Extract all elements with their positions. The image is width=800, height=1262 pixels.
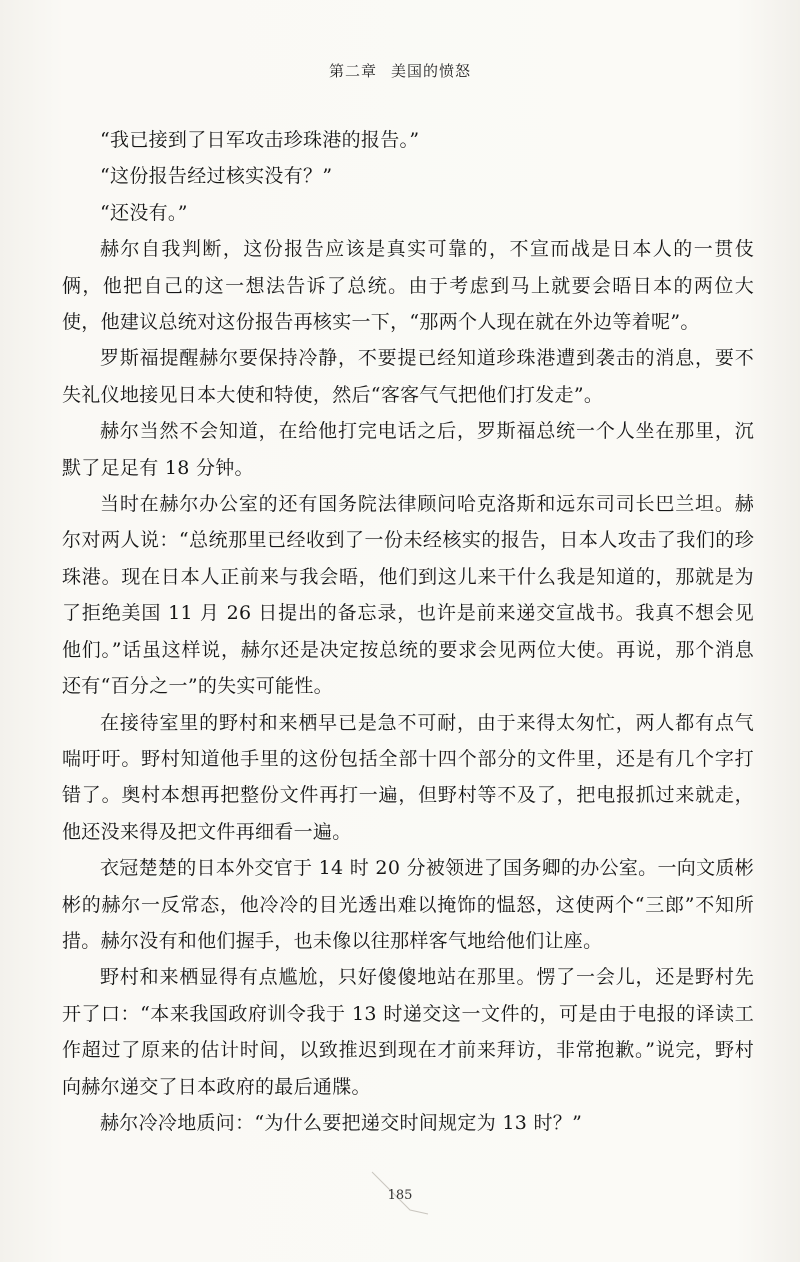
running-head [0,60,800,81]
body-text [62,122,754,1141]
paragraph: 赫尔冷冷地质问：“为什么要把递交时间规定为 13 时？” [100,1111,583,1134]
paragraph: 在接待室里的野村和来栖早已是急不可耐，由于来得太匆忙，两人都有点气喘吁吁。野村知道他手里的这份包括全部十四个部分的文件里，还是有几个字打错了。奥村本想再把整份文件再打一遍，但野村等不及了，把电报抓过来就走，他还没来得及把文件再细看一遍。 [62,711,754,843]
page-number: 185 [387,1188,413,1203]
paragraph: 当时在赫尔办公室的还有国务院法律顾问哈克洛斯和远东司司长巴兰坦。赫尔对两人说：“总统那里已经收到了一份未经核实的报告，日本人攻击了我们的珍珠港。现在日本人正前来与我会晤，他们到这儿来干什么我是知道的，那就是为了拒绝美国 11 月 26 日提出的备忘录，也许是前来递交宣战书。我真不想会见他们。”话虽这样说，赫尔还是决定按总统的要求会见两位大使。再说，那个消息还有“百分之一”的失实可能性。 [62,493,754,698]
paragraph: 赫尔当然不会知道，在给他打完电话之后，罗斯福总统一个人坐在那里，沉默了足足有 18 分钟。 [62,420,754,479]
paragraph: 赫尔自我判断，这份报告应该是真实可靠的，不宣而战是日本人的一贯伎俩，他把自己的这一想法告诉了总统。由于考虑到马上就要会晤日本的两位大使，他建议总统对这份报告再核实一下，“那两个人现在就在外边等着呢”。 [62,238,754,334]
paragraph: 衣冠楚楚的日本外交官于 14 时 20 分被领进了国务卿的办公室。一向文质彬彬的赫尔一反常态，他冷冷的目光透出难以掩饰的愠怒，这使两个“三郎”不知所措。赫尔没有和他们握手，也未像以往那样客气地给他们让座。 [62,857,754,952]
paragraph: “我已接到了日军攻击珍珠港的报告。” [100,129,420,151]
paragraph: “还没有。” [100,201,188,224]
chapter-title: 美国的愤怒 [391,62,472,80]
chapter-number: 第二章 [328,62,377,80]
paragraph: 罗斯福提醒赫尔要保持冷静，不要提已经知道珍珠港遭到袭击的消息，要不失礼仪地接见日本大使和特使，然后“客客气气把他们打发走”。 [62,347,754,406]
paragraph: 野村和来栖显得有点尴尬，只好傻傻地站在那里。愣了一会儿，还是野村先开了口：“本来我国政府训令我于 13 时递交这一文件的，可是由于电报的译读工作超过了原来的估计时间，以致推迟到现在才前来拜访，非常抱歉。”说完，野村向赫尔递交了日本政府的最后通牒。 [62,966,754,1098]
paragraph: “这份报告经过核实没有？” [100,165,333,188]
